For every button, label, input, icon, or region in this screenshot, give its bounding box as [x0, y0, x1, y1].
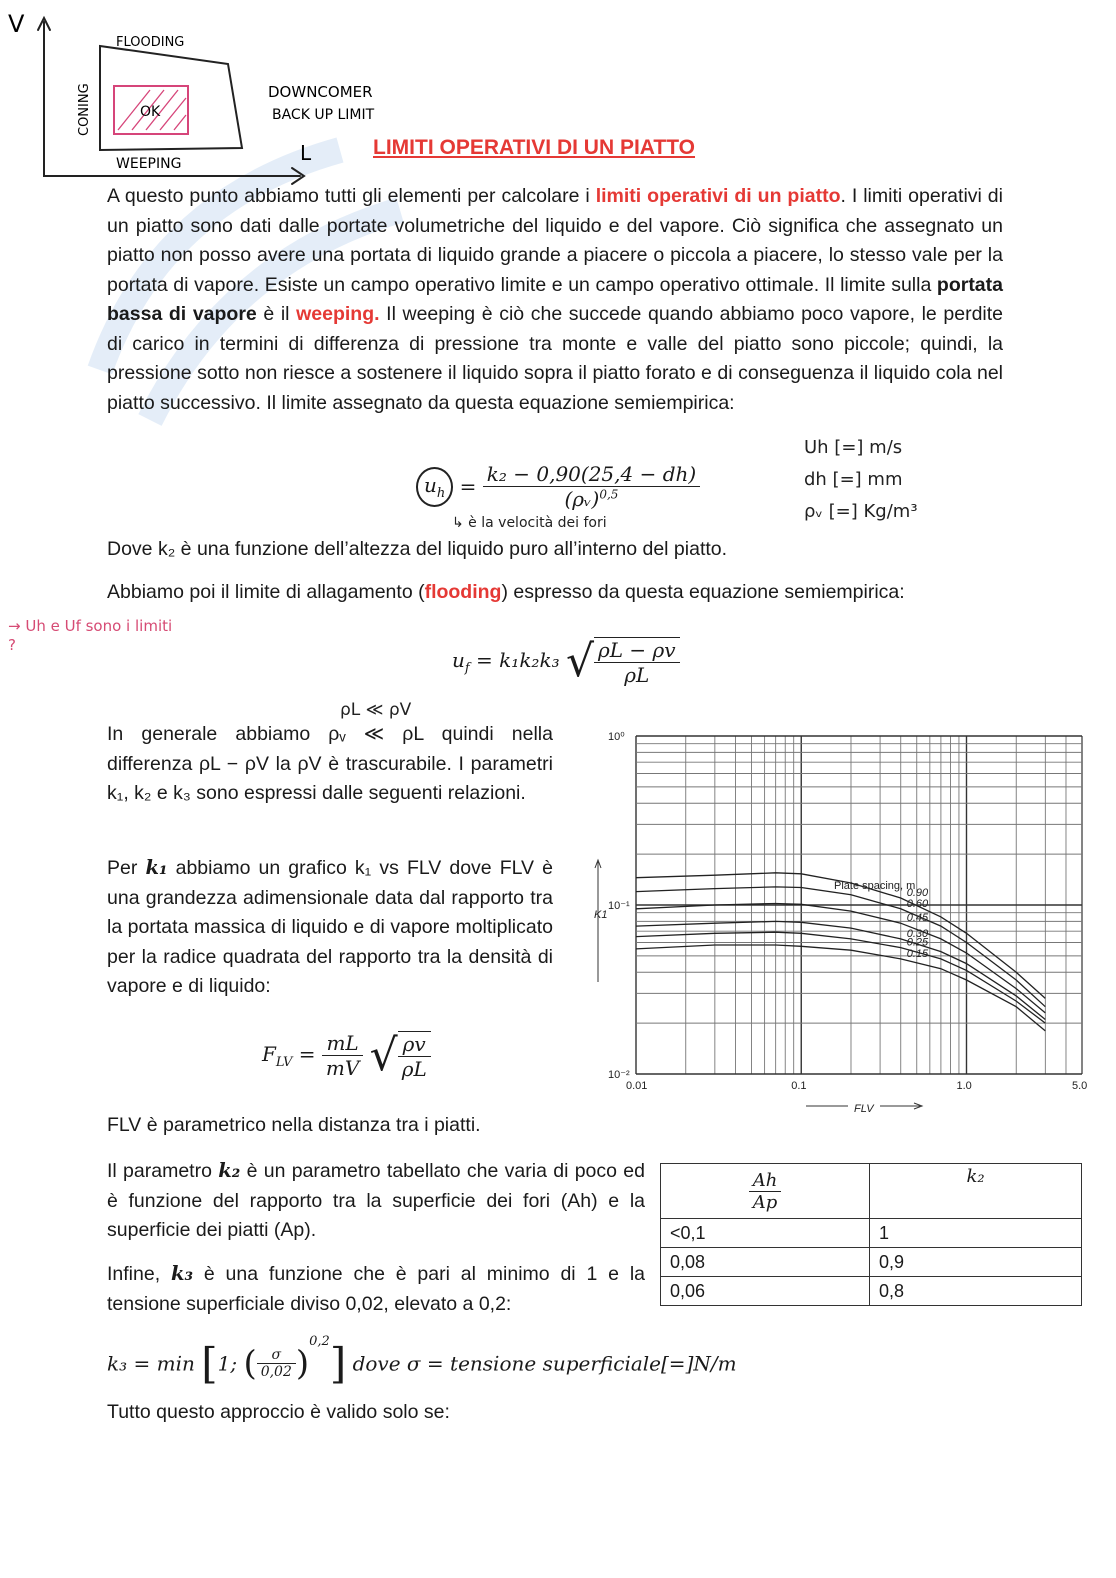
sketch-downcomer-label: DOWNCOMER — [268, 83, 373, 101]
x-tick-label: 1.0 — [956, 1080, 972, 1092]
chart-ylabel: K1 — [594, 909, 608, 921]
paragraph-k3: Infine, k₃ è una funzione che è pari al minimo di 1 e la tensione superficiale diviso 0,02, elevato a 0,2: — [107, 1262, 646, 1315]
series-label-0.45: 0.45 — [906, 912, 929, 925]
paragraph-k2-def: Dove k₂ è una funzione dell’altezza del liquido puro all’interno del piatto. — [107, 538, 728, 560]
paragraph-validity: Tutto questo approccio è valido solo se: — [107, 1401, 450, 1423]
sketch-weeping-label: WEEPING — [116, 156, 182, 172]
y-tick-label: 10⁻¹ — [608, 900, 630, 912]
table-row: <0,1 1 — [661, 1219, 1082, 1248]
chart-ticks — [608, 731, 1087, 1092]
ah-ap-header: $\frac{Ah}{Ap}$ — [749, 1170, 782, 1213]
chart-xlabel: FLV — [854, 1103, 874, 1115]
x-tick-label: 5.0 — [1072, 1080, 1088, 1092]
k1-chart — [590, 722, 1100, 1122]
rho-handnote: ρL ≪ ρV — [340, 700, 412, 720]
sketch-flooding-label: FLOODING — [116, 35, 185, 50]
k2-header: k₂ — [870, 1164, 1082, 1219]
paragraph-k1: Per k₁ abbiamo un grafico k₁ vs FLV dove FLV è una grandezza adimensionale data dal rapporto tra la portata massica di liquido e di vapore moltiplicato per la radice quadrata del rapporto tra la densità di vapore e di liquido: — [107, 856, 554, 997]
series-label-0.90: 0.90 — [906, 887, 929, 900]
margin-note: → Uh e Uf sono i limiti ? — [8, 617, 173, 654]
paragraph-flv: FLV è parametrico nella distanza tra i piatti. — [107, 1114, 481, 1136]
paragraph-k2: Il parametro k₂ è un parametro tabellato che varia di poco ed è funzione del rapporto tra la superficie dei fori (Ah) e la superficie dei piatti (Ap). — [107, 1159, 645, 1241]
table-row: 0,06 0,8 — [661, 1277, 1082, 1306]
series-label-0.30: 0.30 — [906, 927, 929, 940]
series-label-0.60: 0.60 — [906, 897, 929, 910]
paragraph-intro: A questo punto abbiamo tutti gli elementi per calcolare i limiti operativi di un piatto. I limiti operativi di un piatto sono dati dalle portate volumetriche del liquido e del vapore. Ciò significa che assegnato un piatto non posso avere una portata di liquido grande a piacere o piccola a piacere, lo stesso vale per la portata di vapore. Esiste un campo operativo limite e un campo operativo ottimale. Il limite sulla portata bassa di vapore è il weeping. Il weeping è ciò che succede quando abbiamo poco vapore, le perdite di carico in termini di differenza di pressione tra monte e valle del piatto sono piccole; quindi, la pressione sotto non riesce a sostenere il liquido sopra il piatto forato e di conseguenza il liquido cola nel piatto successivo. Il limite assegnato da questa equazione semiempirica: — [107, 185, 1004, 414]
equation-uf: $u_f = k_1k_2k_3$ √ $\frac{\rho L - \rho v}{\rho L}$ — [452, 636, 680, 687]
chart-series — [636, 873, 1045, 1031]
series-label-0.15: 0.15 — [906, 947, 929, 960]
sketch-coning-label: CONING — [77, 83, 92, 136]
equation-flv: $F_{LV}$ = $\frac{mL}{mV}$ √ $\frac{\rho v}{\rho L}$ — [262, 1030, 431, 1081]
paragraph-flooding: Abbiamo poi il limite di allagamento (flooding) espresso da questa equazione semiempirica: — [107, 581, 905, 603]
y-tick-label: 10⁻² — [608, 1069, 630, 1081]
series-label-0.25: 0.25 — [906, 936, 929, 949]
table-row: 0,08 0,9 — [661, 1248, 1082, 1277]
uh-annotation: ↳ è la velocità dei fori — [452, 515, 607, 531]
y-tick-label: 10⁰ — [608, 731, 625, 743]
equation-k3: k₃ = min [1; ( $\frac{\sigma}{0,02}$ )$^{0,2}$] dove σ = tensione superficiale[=]N/m — [107, 1334, 737, 1388]
page-title: LIMITI OPERATIVI DI UN PIATTO — [373, 136, 696, 159]
sketch-y-label: V — [8, 10, 25, 38]
equation-uh: $u_h$ = $\frac{\text{k₂ − 0,90(25,4 − dh)}}{(\rho ᵥ)^{0,5}}$ — [416, 462, 700, 511]
k2-table — [660, 1163, 1082, 1306]
sketch-x-label: L — [300, 141, 312, 165]
x-tick-label: 0.1 — [791, 1080, 807, 1092]
paragraph-general: In generale abbiamo ρᵥ ≪ ρL quindi nella differenza ρL − ρV la ρV è trascurabile. I parametri k₁, k₂ e k₃ sono espressi dalle seguenti relazioni. — [107, 723, 553, 804]
series-line-0.30 — [636, 921, 1045, 1019]
table-header-row — [661, 1164, 1082, 1219]
x-tick-label: 0.01 — [626, 1080, 648, 1092]
series-line-0.15 — [636, 945, 1045, 1031]
sketch-ok-label: OK — [140, 104, 161, 120]
series-line-0.45 — [636, 904, 1045, 1013]
operating-region-sketch — [0, 0, 470, 200]
chart-title: Plate spacing, m — [834, 880, 916, 892]
units-note: Uh [=] m/s dh [=] mm ρᵥ [=] Kg/m³ — [804, 437, 918, 522]
sketch-backup-label: BACK UP LIMIT — [272, 107, 375, 123]
